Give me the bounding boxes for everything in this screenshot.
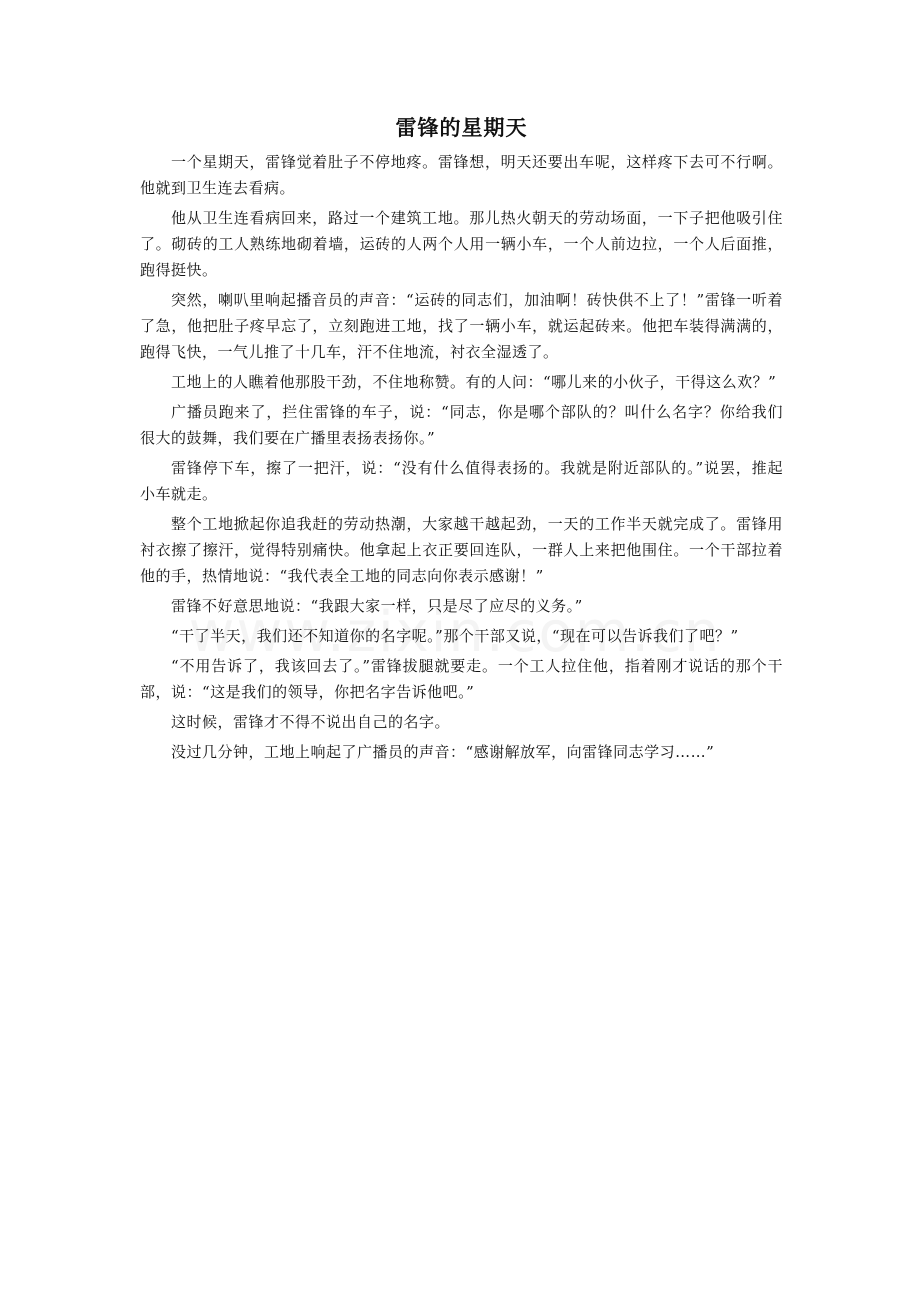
paragraph: “干了半天，我们还不知道你的名字呢。”那个干部又说，“现在可以告诉我们了吧？” <box>171 627 739 645</box>
paragraph: 雷锋停下车，擦了一把汗，说：“没有什么值得表扬的。我就是附近部队的。”说罢，推起小车就走。 <box>140 459 783 503</box>
paragraph: 突然，喇叭里响起播音员的声音：“运砖的同志们，加油啊！砖快供不上了！”雷锋一听着了急，他把肚子疼早忘了，立刻跑进工地，找了一辆小车，就运起砖来。他把车装得满满的，跑得飞快，一气儿推了十几车，汗不住地流，衬衣全湿透了。 <box>140 291 783 361</box>
paragraph: “不用告诉了，我该回去了。”雷锋拔腿就要走。一个工人拉住他，指着刚才说话的那个干部，说：“这是我们的领导，你把名字告诉他吧。” <box>140 657 783 701</box>
paragraph: 工地上的人瞧着他那股干劲，不住地称赞。有的人问：“哪儿来的小伙子，干得这么欢？” <box>171 373 777 391</box>
paragraph: 他从卫生连看病回来，路过一个建筑工地。那儿热火朝天的劳动场面，一下子把他吸引住了。砌砖的工人熟练地砌着墙，运砖的人两个人用一辆小车，一个人前边拉，一个人后面推，跑得挺快。 <box>140 209 783 279</box>
paragraph: 这时候，雷锋才不得不说出自己的名字。 <box>171 713 451 731</box>
document-title: 雷锋的星期天 <box>395 116 528 140</box>
paragraph: 整个工地掀起你追我赶的劳动热潮，大家越干越起劲，一天的工作半天就完成了。雷锋用衬衣擦了擦汗，觉得特别痛快。他拿起上衣正要回连队，一群人上来把他围住。一个干部拉着他的手，热情地说：“我代表全工地的同志向你表示感谢！” <box>140 515 783 585</box>
paragraph: 广播员跑来了，拦住雷锋的车子，说：“同志，你是哪个部队的？叫什么名字？你给我们很大的鼓舞，我们要在广播里表扬表扬你。” <box>140 403 783 447</box>
document-body <box>140 149 783 765</box>
paragraph: 一个星期天，雷锋觉着肚子不停地疼。雷锋想，明天还要出车呢，这样疼下去可不行啊。他就到卫生连去看病。 <box>140 153 783 197</box>
document-page <box>140 110 783 769</box>
paragraph: 雷锋不好意思地说：“我跟大家一样，只是尽了应尽的义务。” <box>171 597 583 615</box>
paragraph: 没过几分钟，工地上响起了广播员的声音：“感谢解放军，向雷锋同志学习……” <box>171 743 715 761</box>
